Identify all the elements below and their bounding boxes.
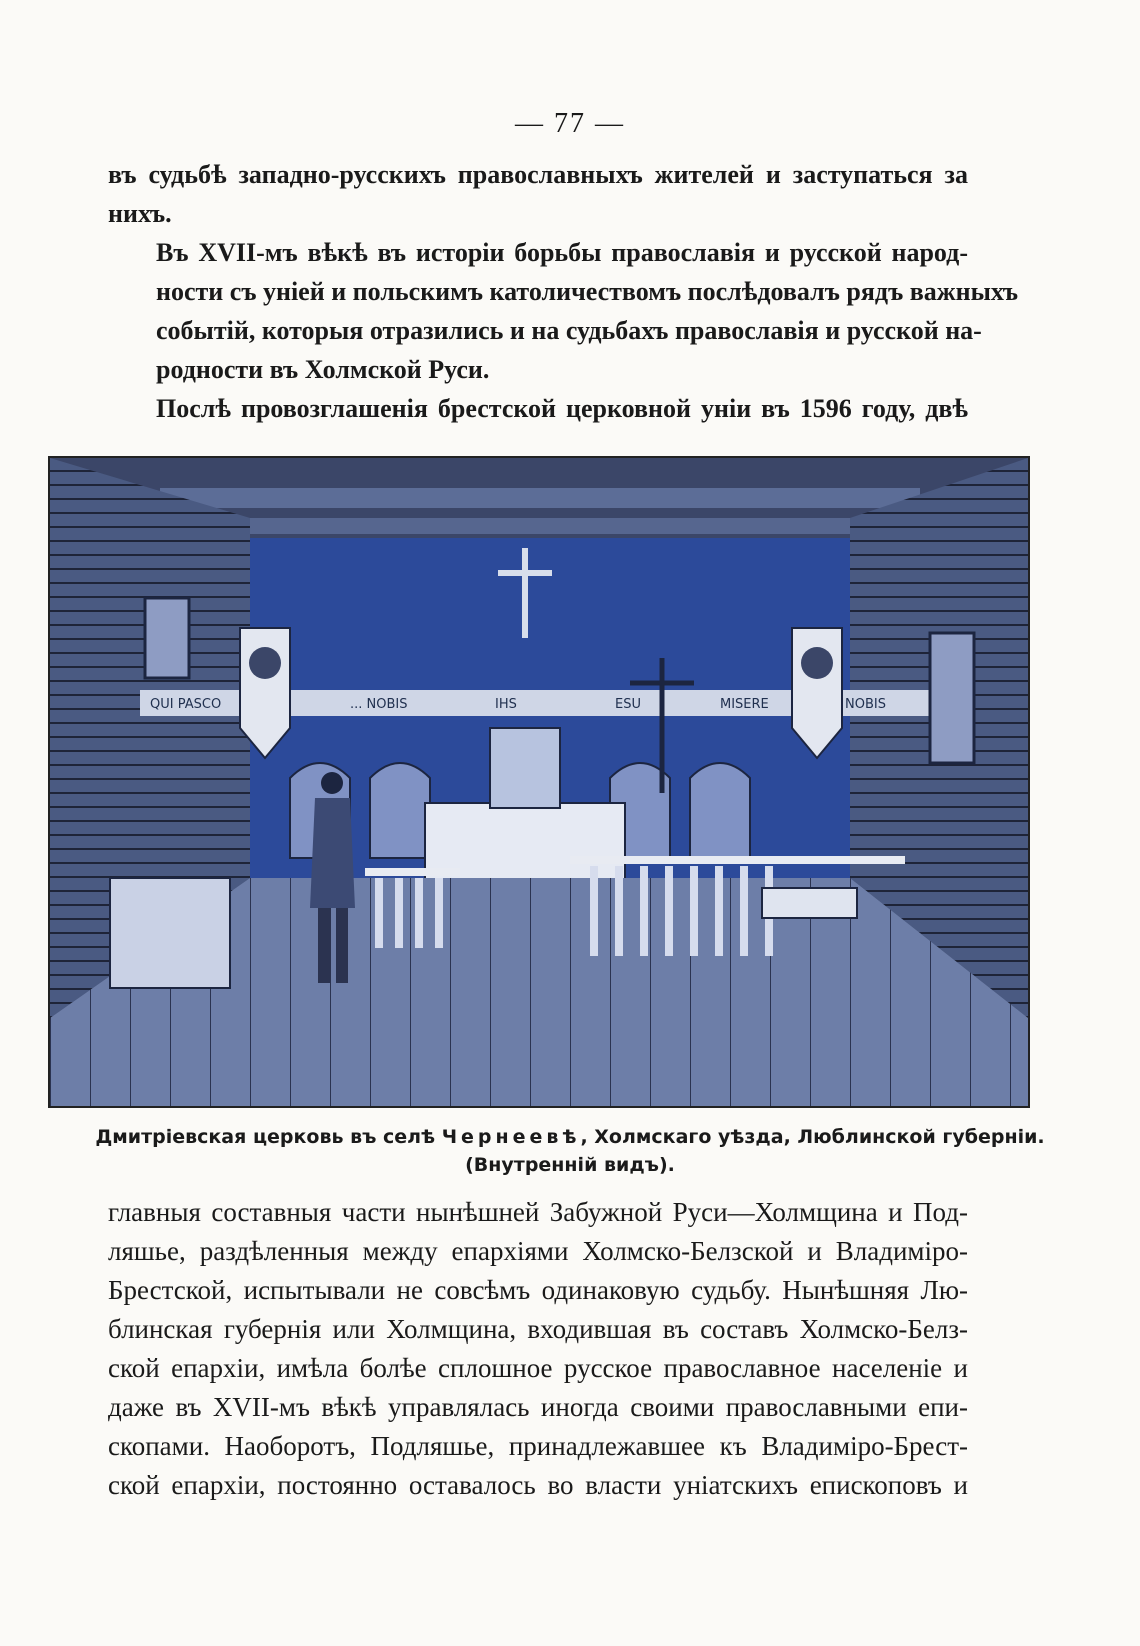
top-text-block <box>108 155 1019 428</box>
text-line: скопами. Наоборотъ, Подляшье, принадлежавшее къ Владиміро-Брест- <box>108 1431 968 1461</box>
inscription-text: IHS <box>495 697 517 712</box>
page-number: — 77 — <box>515 108 625 139</box>
text-line: родности въ Холмской Руси. <box>156 355 490 384</box>
inscription-text: NOBIS <box>845 697 886 712</box>
text-line: въ судьбѣ западно-русскихъ православныхъ жителей и заступаться за <box>108 160 968 189</box>
text-line: Послѣ провозглашенія брестской церковной уніи въ 1596 году, двѣ <box>156 394 968 423</box>
text-line: даже въ XVII-мъ вѣкѣ управлялась иногда своими православными епи- <box>108 1392 968 1422</box>
text-line: Въ XVII-мъ вѣкѣ въ исторіи борьбы православія и русской народ- <box>156 238 968 267</box>
inscription-text: ... NOBIS <box>350 697 408 712</box>
illustration-caption <box>0 1123 1140 1179</box>
caption-line-2: (Внутренній видъ). <box>465 1154 675 1176</box>
text-line: главныя составныя части нынѣшней Забужной Руси—Холмщина и Под- <box>108 1197 968 1227</box>
text-line: ской епархіи, имѣла болѣе сплошное русское православное населеніе и <box>108 1353 968 1383</box>
caption-part-2: , Холмскаго уѣзда, Люблинской губерніи. <box>580 1126 1045 1148</box>
church-interior-engraving <box>48 456 1030 1108</box>
paragraph-1 <box>108 155 968 233</box>
paragraph-3 <box>108 389 968 428</box>
bottom-text-block <box>108 1193 968 1505</box>
text-line: блинская губернія или Холмщина, входившая въ составъ Холмско-Белз- <box>108 1314 968 1344</box>
inscription-text: QUI PASCO <box>150 697 222 712</box>
inscription-text: MISERE <box>720 697 769 712</box>
text-line: событій, которыя отразились и на судьбахъ православія и русской на- <box>156 316 982 345</box>
text-line: Брестской, испытывали не совсѣмъ одинаковую судьбу. Нынѣшняя Лю- <box>108 1275 968 1305</box>
paragraph-2 <box>108 233 1019 389</box>
caption-part-1: Дмитріевская церковь въ селѣ <box>95 1126 442 1148</box>
caption-line-1 <box>0 1123 1140 1151</box>
text-line: ской епархіи, постоянно оставалось во власти уніатскихъ епископовъ и <box>108 1470 968 1500</box>
text-line: нихъ. <box>108 199 172 228</box>
inscription-text: ESU <box>615 697 641 712</box>
caption-village: Чернеевѣ <box>441 1126 581 1148</box>
text-line: ляшье, раздѣленныя между епархіями Холмско-Белзской и Владиміро- <box>108 1236 968 1266</box>
text-line: ности съ уніей и польскимъ католичествомъ послѣдовалъ рядъ важныхъ <box>156 277 1019 306</box>
